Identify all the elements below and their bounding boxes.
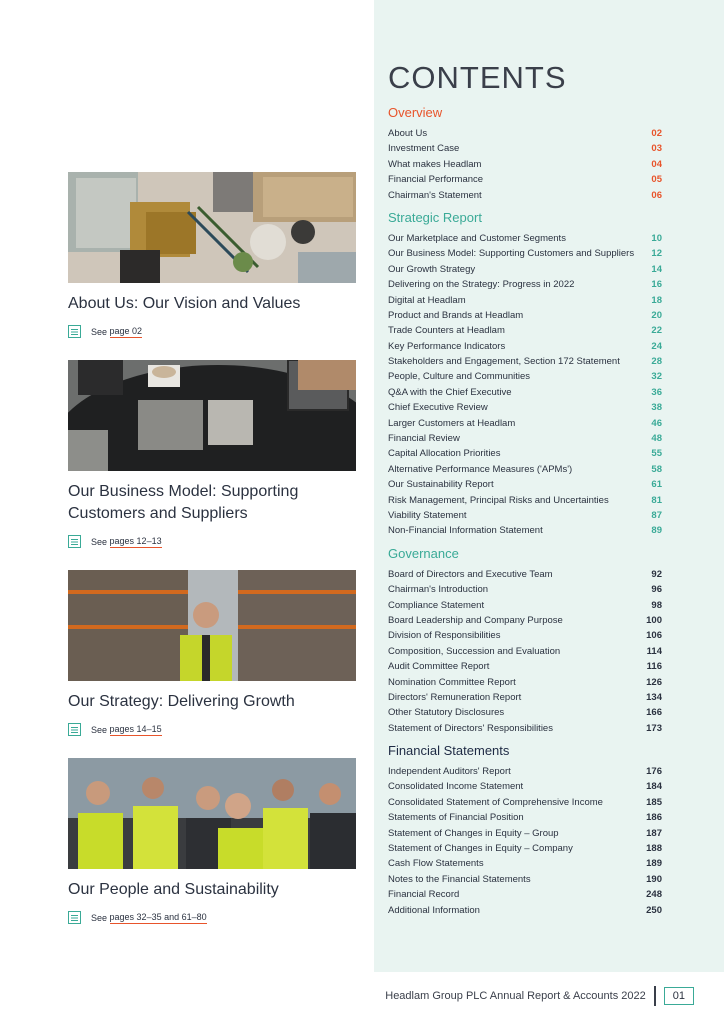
toc-entry-label: Nomination Committee Report	[388, 676, 516, 688]
see-reference[interactable]	[68, 325, 358, 338]
toc-entry-label: Q&A with the Chief Executive	[388, 386, 512, 398]
toc-entry-page: 14	[651, 263, 662, 275]
toc-entry-label: About Us	[388, 128, 428, 139]
toc-entry[interactable]	[388, 246, 662, 261]
toc-entry[interactable]	[388, 903, 662, 918]
toc-entry[interactable]	[388, 795, 662, 810]
toc-entry[interactable]	[388, 141, 662, 156]
toc-entry-page: 05	[651, 174, 662, 186]
toc-entry-label: Division of Responsibilities	[388, 630, 501, 642]
toc-entry-label: Statements of Financial Position	[388, 812, 524, 824]
toc-entry-page: 10	[651, 232, 662, 244]
toc-entry[interactable]	[388, 659, 662, 674]
toc-entry-page: 20	[651, 309, 662, 321]
toc-entry[interactable]	[388, 764, 662, 779]
toc-entry-page: 58	[651, 463, 662, 475]
toc-entry[interactable]	[388, 705, 662, 720]
toc-entry-label: Notes to the Financial Statements	[388, 873, 531, 885]
toc-entry[interactable]	[388, 582, 662, 597]
toc-entry[interactable]	[388, 416, 662, 431]
toc-entry-label: Non-Financial Information Statement	[388, 525, 543, 537]
toc-entry[interactable]	[388, 277, 662, 292]
toc-entry-label: Viability Statement	[388, 509, 467, 521]
toc-entry[interactable]	[388, 369, 662, 384]
toc-entry-label: Statement of Directors' Responsibilities	[388, 722, 553, 734]
see-prefix: See	[91, 326, 108, 337]
see-reference[interactable]	[68, 911, 358, 924]
toc-entry-page: 48	[651, 433, 662, 445]
toc-entry-page: 96	[651, 584, 662, 596]
toc-entry-page: 32	[651, 371, 662, 383]
toc-entry-label: Product and Brands at Headlam	[388, 309, 524, 321]
toc-entry[interactable]	[388, 841, 662, 856]
toc-entry[interactable]	[388, 231, 662, 246]
toc-entry-label: Additional Information	[388, 904, 480, 916]
toc-entry[interactable]	[388, 188, 662, 203]
toc-entry-label: Stakeholders and Engagement, Section 172 Statement	[388, 356, 620, 368]
toc-entry-page: 02	[651, 128, 662, 139]
toc-entry-page: 89	[651, 525, 662, 537]
toc-entry-page: 92	[651, 568, 662, 580]
toc-entry[interactable]	[388, 262, 662, 277]
toc-entry[interactable]	[388, 385, 662, 400]
toc-entry-page: 38	[651, 402, 662, 414]
toc-entry-label: Cash Flow Statements	[388, 858, 484, 870]
toc-entry-page: 03	[651, 143, 662, 155]
toc-entry-page: 126	[646, 676, 662, 688]
toc-entry[interactable]	[388, 887, 662, 902]
toc-entry-page: 28	[651, 356, 662, 368]
footer-report-title: Headlam Group PLC Annual Report & Accounts 2022	[385, 990, 646, 1002]
toc-entry[interactable]	[388, 293, 662, 308]
toc-entry-label: Risk Management, Principal Risks and Uncertainties	[388, 494, 609, 506]
toc-entry-label: Digital at Headlam	[388, 294, 466, 306]
feature-title: Our Strategy: Delivering Growth	[68, 693, 295, 710]
table-of-contents	[388, 104, 662, 924]
toc-entry-label: Capital Allocation Priorities	[388, 448, 501, 460]
toc-entry-label: Independent Auditors' Report	[388, 766, 511, 778]
toc-entry-page: 12	[651, 248, 662, 260]
feature-title: About Us: Our Vision and Values	[68, 295, 301, 312]
toc-entry-page: 189	[646, 858, 662, 870]
document-icon	[68, 723, 81, 736]
toc-entry[interactable]	[388, 567, 662, 582]
toc-entry-page: 187	[646, 827, 662, 839]
toc-entry-label: Consolidated Income Statement	[388, 781, 524, 793]
toc-entry[interactable]	[388, 644, 662, 659]
toc-entry-label: Trade Counters at Headlam	[388, 325, 505, 337]
toc-section-title: Financial Statements	[388, 743, 510, 759]
toc-entry-page: 98	[651, 599, 662, 611]
toc-entry-page: 87	[651, 509, 662, 521]
see-reference[interactable]	[68, 535, 358, 548]
toc-entry[interactable]	[388, 613, 662, 628]
see-prefix: See	[91, 724, 108, 735]
see-page-link[interactable]: pages 12–13	[109, 535, 162, 546]
toc-entry-label: Board of Directors and Executive Team	[388, 568, 553, 580]
toc-entry-label: Our Marketplace and Customer Segments	[388, 232, 566, 244]
feature-people	[68, 758, 358, 924]
toc-entry[interactable]	[388, 354, 662, 369]
toc-entry[interactable]	[388, 431, 662, 446]
toc-entry-label: Larger Customers at Headlam	[388, 417, 516, 429]
toc-entry-page: 116	[646, 661, 662, 673]
toc-entry-page: 04	[651, 158, 662, 170]
toc-entry-label: Our Sustainability Report	[388, 479, 494, 491]
see-reference[interactable]	[68, 723, 358, 736]
toc-entry-page: 16	[651, 279, 662, 291]
photo-warehouse-worker	[68, 570, 356, 681]
feature-business-model	[68, 360, 358, 548]
toc-entry-label: Directors' Remuneration Report	[388, 691, 522, 703]
toc-section-governance	[388, 545, 662, 736]
toc-entry-label: Audit Committee Report	[388, 661, 490, 673]
toc-entry-page: 18	[651, 294, 662, 306]
toc-entry[interactable]	[388, 339, 662, 354]
toc-section-financial	[388, 742, 662, 918]
toc-entry[interactable]	[388, 856, 662, 871]
toc-entry-label: Chairman's Introduction	[388, 584, 489, 596]
toc-entry-page: 248	[646, 889, 662, 901]
toc-entry-label: Delivering on the Strategy: Progress in 2022	[388, 279, 575, 291]
toc-entry[interactable]	[388, 323, 662, 338]
toc-entry-page: 184	[646, 781, 662, 793]
toc-entry[interactable]	[388, 810, 662, 825]
toc-entry-page: 190	[646, 873, 662, 885]
toc-entry-page: 06	[651, 189, 662, 201]
toc-entry[interactable]	[388, 172, 662, 187]
toc-entry-page: 250	[646, 904, 662, 916]
toc-entry-page: 185	[646, 796, 662, 808]
toc-section-title: Governance	[388, 545, 459, 561]
toc-entry-label: Alternative Performance Measures ('APMs')	[388, 463, 573, 475]
toc-entry-page: 81	[651, 494, 662, 506]
contents-title: CONTENTS	[388, 60, 567, 95]
toc-entry-label: Our Business Model: Supporting Customers and Suppliers	[388, 248, 635, 260]
toc-entry-label: Composition, Succession and Evaluation	[388, 645, 561, 657]
toc-section-title: Strategic Report	[388, 209, 482, 225]
see-page-link[interactable]: page 02	[109, 325, 143, 336]
toc-entry[interactable]	[388, 126, 662, 141]
toc-entry[interactable]	[388, 826, 662, 841]
toc-entry-page: 166	[646, 707, 662, 719]
document-icon	[68, 535, 81, 548]
toc-entry[interactable]	[388, 523, 662, 538]
toc-entry-page: 22	[651, 325, 662, 337]
toc-entry-label: Chairman's Statement	[388, 189, 482, 201]
toc-entry[interactable]	[388, 779, 662, 794]
toc-entry-page: 100	[646, 614, 662, 626]
photo-team-group	[68, 758, 356, 869]
toc-entry-page: 36	[651, 386, 662, 398]
toc-entry-label: Financial Review	[388, 433, 460, 445]
toc-entry[interactable]	[388, 628, 662, 643]
toc-entry-label: Chief Executive Review	[388, 402, 488, 414]
toc-entry[interactable]	[388, 690, 662, 705]
toc-entry[interactable]	[388, 721, 662, 736]
feature-title: Our Business Model: Supporting Customers and Suppliers	[68, 483, 299, 522]
toc-entry-page: 55	[651, 448, 662, 460]
toc-entry-label: What makes Headlam	[388, 158, 482, 170]
toc-entry[interactable]	[388, 446, 662, 461]
toc-entry-label: Financial Record	[388, 889, 460, 901]
toc-entry-label: Financial Performance	[388, 174, 484, 186]
toc-entry-label: Key Performance Indicators	[388, 340, 506, 352]
feature-strategy	[68, 570, 358, 736]
toc-entry[interactable]	[388, 493, 662, 508]
see-page-link[interactable]: pages 32–35 and 61–80	[109, 911, 207, 922]
toc-entry-label: Investment Case	[388, 143, 460, 155]
toc-entry-label: People, Culture and Communities	[388, 371, 531, 383]
toc-entry-page: 106	[646, 630, 662, 642]
toc-entry-label: Statement of Changes in Equity – Company	[388, 843, 573, 855]
see-prefix: See	[91, 912, 108, 923]
document-icon	[68, 325, 81, 338]
toc-entry-page: 24	[651, 340, 662, 352]
toc-entry[interactable]	[388, 872, 662, 887]
page-number: 01	[664, 987, 694, 1005]
toc-section-title: Overview	[388, 105, 443, 120]
toc-entry-label: Compliance Statement	[388, 599, 485, 611]
toc-entry[interactable]	[388, 675, 662, 690]
toc-entry-page: 176	[646, 766, 662, 778]
toc-entry-label: Consolidated Statement of Comprehensive Income	[388, 796, 603, 808]
feature-about-us	[68, 172, 358, 338]
page-footer	[385, 986, 694, 1006]
toc-entry[interactable]	[388, 598, 662, 613]
toc-entry-page: 134	[646, 691, 662, 703]
see-page-link[interactable]: pages 14–15	[109, 723, 162, 734]
toc-section-strategic	[388, 209, 662, 539]
toc-entry[interactable]	[388, 400, 662, 415]
toc-entry-page: 188	[646, 843, 662, 855]
toc-entry-page: 46	[651, 417, 662, 429]
see-prefix: See	[91, 536, 108, 547]
toc-entry[interactable]	[388, 477, 662, 492]
photo-samples-flatlay	[68, 172, 356, 283]
toc-entry[interactable]	[388, 462, 662, 477]
toc-entry-page: 61	[651, 479, 662, 491]
photo-table-samples	[68, 360, 356, 471]
toc-entry-label: Board Leadership and Company Purpose	[388, 614, 563, 626]
toc-entry-label: Other Statutory Disclosures	[388, 707, 505, 719]
toc-entry-label: Statement of Changes in Equity – Group	[388, 827, 559, 839]
footer-divider	[654, 986, 656, 1006]
toc-entry[interactable]	[388, 157, 662, 172]
toc-entry-page: 114	[646, 645, 662, 657]
toc-entry[interactable]	[388, 308, 662, 323]
toc-entry-label: Our Growth Strategy	[388, 263, 476, 275]
toc-section-overview	[388, 104, 662, 203]
toc-entry-page: 173	[646, 722, 662, 734]
toc-entry[interactable]	[388, 508, 662, 523]
toc-entry-page: 186	[646, 812, 662, 824]
feature-title: Our People and Sustainability	[68, 881, 279, 898]
document-icon	[68, 911, 81, 924]
